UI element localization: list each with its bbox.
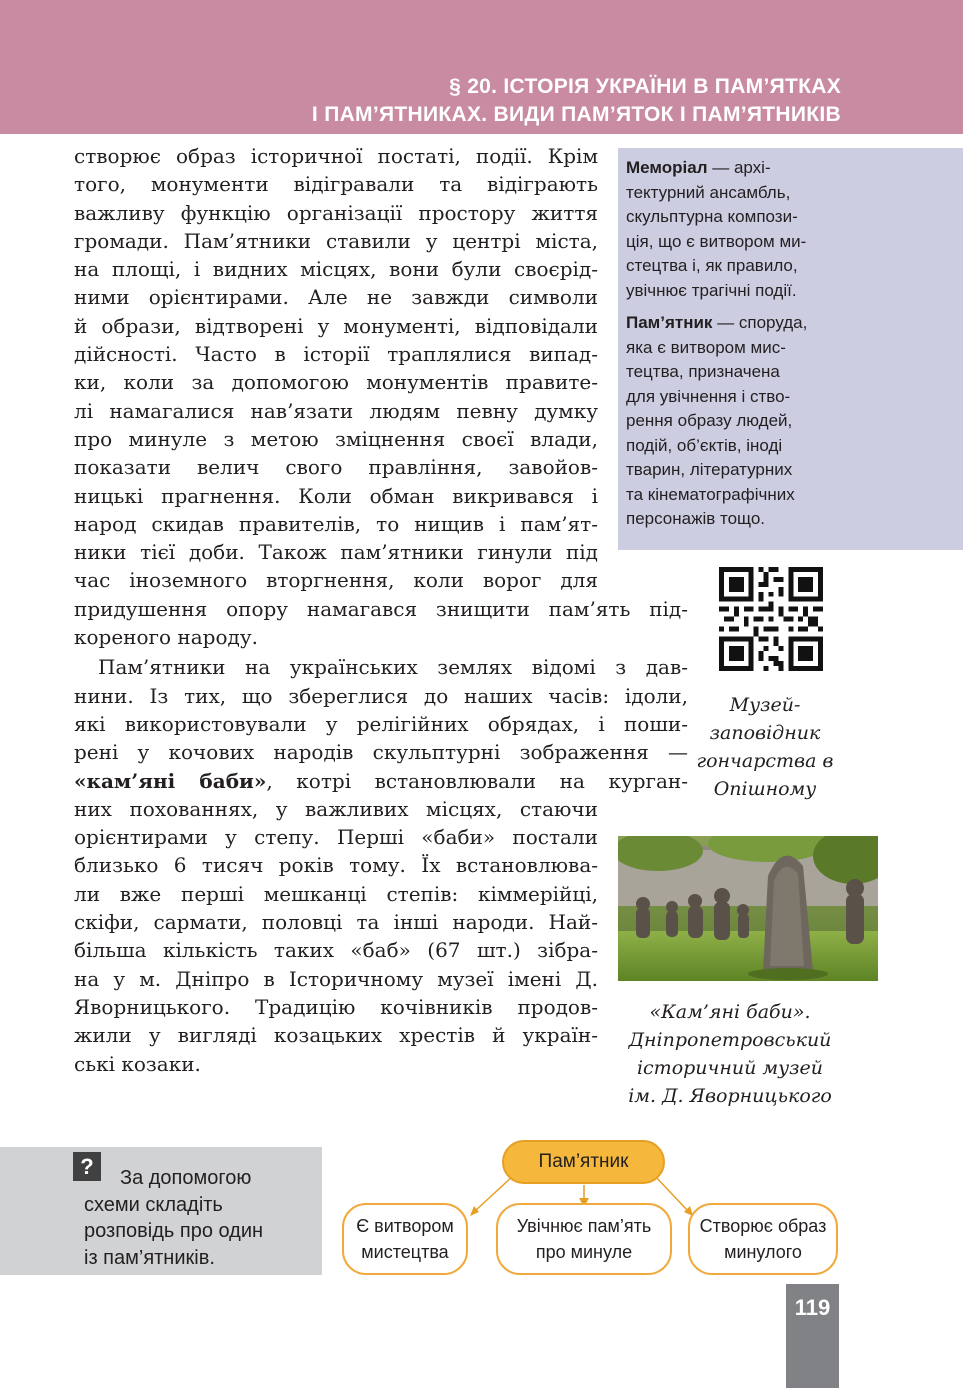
glossary-definition: увічнює трагічні події. (626, 280, 797, 300)
scheme-node-art (342, 1203, 468, 1275)
text-line: громади. Пам’ятники ставили у центрі міста, (74, 228, 598, 253)
text-fragment: , котрі встановлювали на курган- (266, 768, 689, 793)
question-line: За допомогою (120, 1167, 252, 1189)
question-line: розповідь про один (84, 1220, 264, 1242)
caption-line: заповідник (709, 722, 821, 744)
glossary-definition: тварин, літературних (626, 460, 793, 479)
text-line: ницькі прагнення. Коли обман викривався і (74, 483, 598, 508)
question-box (0, 1147, 322, 1275)
caption-line: Дніпропетровський (628, 1029, 832, 1051)
text-line: ки, коли за допомогою монументів правите- (74, 370, 598, 395)
text-line: час іноземного вторгнення, коли ворог для (74, 568, 598, 593)
text-line: народ скидав правителів, то нищив і пам’ят- (74, 511, 598, 536)
text-line: лі намагалися нав’язати людям певну думку (74, 398, 598, 423)
question-line: із пам’ятників. (84, 1246, 215, 1269)
text-line: рені у кочових народів скульптурні зображення — (74, 740, 688, 765)
header-title-line-1: § 20. ІСТОРІЯ УКРАЇНИ В ПАМ’ЯТКАХ (449, 75, 841, 98)
caption-line: «Кам’яні баби». (649, 1001, 811, 1023)
text-line: того, монументи відігравали та відіграють (74, 172, 598, 197)
text-line: нини. Із тих, що збереглися до наших часів: ідоли, (74, 683, 688, 708)
glossary-definition: тектурний ансамбль, (626, 182, 791, 202)
caption-line: Музей- (729, 694, 801, 716)
caption-line: історичний музей (636, 1057, 824, 1079)
scheme-node-line: Увічнює пам’ять (516, 1216, 652, 1236)
glossary-definition: рення образу людей, (626, 411, 793, 430)
text-line: жили у вигляді козацьких хрестів й україн- (74, 1023, 598, 1048)
term-kamiani-baby: «кам’яні баби» (74, 768, 267, 793)
glossary-term: Меморіал (626, 158, 708, 177)
photo-caption (610, 998, 850, 1110)
text-line: них похованнях, у важливих місцях, стаючи (74, 796, 598, 821)
text-line: на площі, і видних місцях, вони були своєрід- (74, 257, 598, 282)
glossary-definition: ція, що є витвором ми- (626, 231, 807, 251)
glossary-monument (626, 311, 949, 532)
glossary-sidebar (618, 148, 963, 550)
question-text (84, 1165, 314, 1271)
glossary-definition: скульптурна компози- (626, 207, 798, 226)
scheme-root: Пам’ятник (502, 1140, 665, 1184)
text-line: створює образ історичної постаті, події. Крім (74, 144, 598, 168)
text-line: на у м. Дніпро в Історичному музеї імені Д. (74, 966, 598, 991)
text-line: більша кількість таких «баб» (67 шт.) зібра- (74, 938, 598, 963)
text-line: кореного народу. (74, 625, 258, 650)
text-line: важливу функцію організації простору життя (74, 200, 598, 225)
text-line: ники тієї доби. Також пам’ятники гинули під (74, 540, 598, 565)
glossary-definition: стецтва і, як правило, (626, 256, 798, 275)
text-line: показати велич свого правління, завойов- (74, 455, 598, 480)
glossary-definition: — архі- (707, 158, 771, 177)
scheme-node-memory (496, 1203, 672, 1275)
qr-caption (680, 691, 850, 803)
scheme-node-line: Створює образ (699, 1216, 827, 1236)
glossary-term: Пам’ятник (626, 313, 713, 332)
paragraph-2 (74, 653, 689, 1077)
qr-code-icon[interactable] (719, 567, 823, 671)
caption-line: гончарства в (696, 750, 834, 772)
chapter-header (0, 0, 963, 134)
text-line: скіфи, сармати, половці та інші народи. Най- (74, 910, 598, 935)
glossary-definition: для увічнення і ство- (626, 386, 791, 406)
question-icon: ? (73, 1152, 101, 1181)
scheme-node-line: минулого (724, 1242, 802, 1262)
monument-scheme (330, 1135, 850, 1285)
glossary-definition: персонажів тощо. (626, 509, 766, 528)
scheme-node-line: мистецтва (361, 1242, 449, 1262)
text-line: які використовували у релігійних обрядах, і поши- (74, 711, 688, 736)
page-number: 119 (786, 1284, 839, 1388)
text-line: ними орієнтирами. Але не завжди символи (74, 285, 598, 310)
text-line: й образи, відтворені у монументі, відповідали (74, 313, 598, 338)
text-line: придушення опору намагався знищити пам’ять під- (74, 596, 688, 621)
text-line: ли вже перші мешканці степів: кіммерійці, (74, 881, 598, 906)
text-line: близько 6 тисяч років тому. Їх встановлюва- (74, 853, 598, 878)
stone-statues-photo (618, 836, 878, 981)
header-title-line-2: І ПАМ’ЯТНИКАХ. ВИДИ ПАМ’ЯТОК І ПАМ’ЯТНИКІВ (311, 103, 841, 126)
scheme-node-line: про минуле (535, 1242, 633, 1262)
glossary-definition: яка є витвором мис- (626, 337, 786, 357)
glossary-definition: — споруда, (712, 313, 808, 332)
text-line: орієнтирами у степу. Перші «баби» постали (74, 825, 598, 850)
glossary-definition: подій, об’єктів, іноді (626, 435, 783, 455)
glossary-memorial (626, 156, 949, 303)
text-line: дійсності. Часто в історії траплялися випад- (74, 342, 598, 367)
glossary-definition: тецтва, призначена (626, 362, 780, 381)
arrowhead-left (470, 1206, 479, 1216)
scheme-node-line: Є витвором (356, 1216, 454, 1236)
scheme-node-image (688, 1203, 838, 1275)
glossary-definition: та кінематографічних (626, 484, 795, 504)
text-line: Пам’ятники на українських землях відомі з дав- (98, 655, 688, 680)
question-line: схеми складіть (84, 1193, 223, 1216)
text-line: про минуле з метою зміцнення своєї влади, (74, 426, 598, 451)
text-line: ські козаки. (74, 1051, 201, 1076)
text-line (74, 767, 688, 795)
caption-line: ім. Д. Яворницького (628, 1085, 832, 1107)
text-line: Яворницького. Традицію кочівників продов- (74, 994, 598, 1019)
caption-line: Опішному (713, 778, 817, 800)
